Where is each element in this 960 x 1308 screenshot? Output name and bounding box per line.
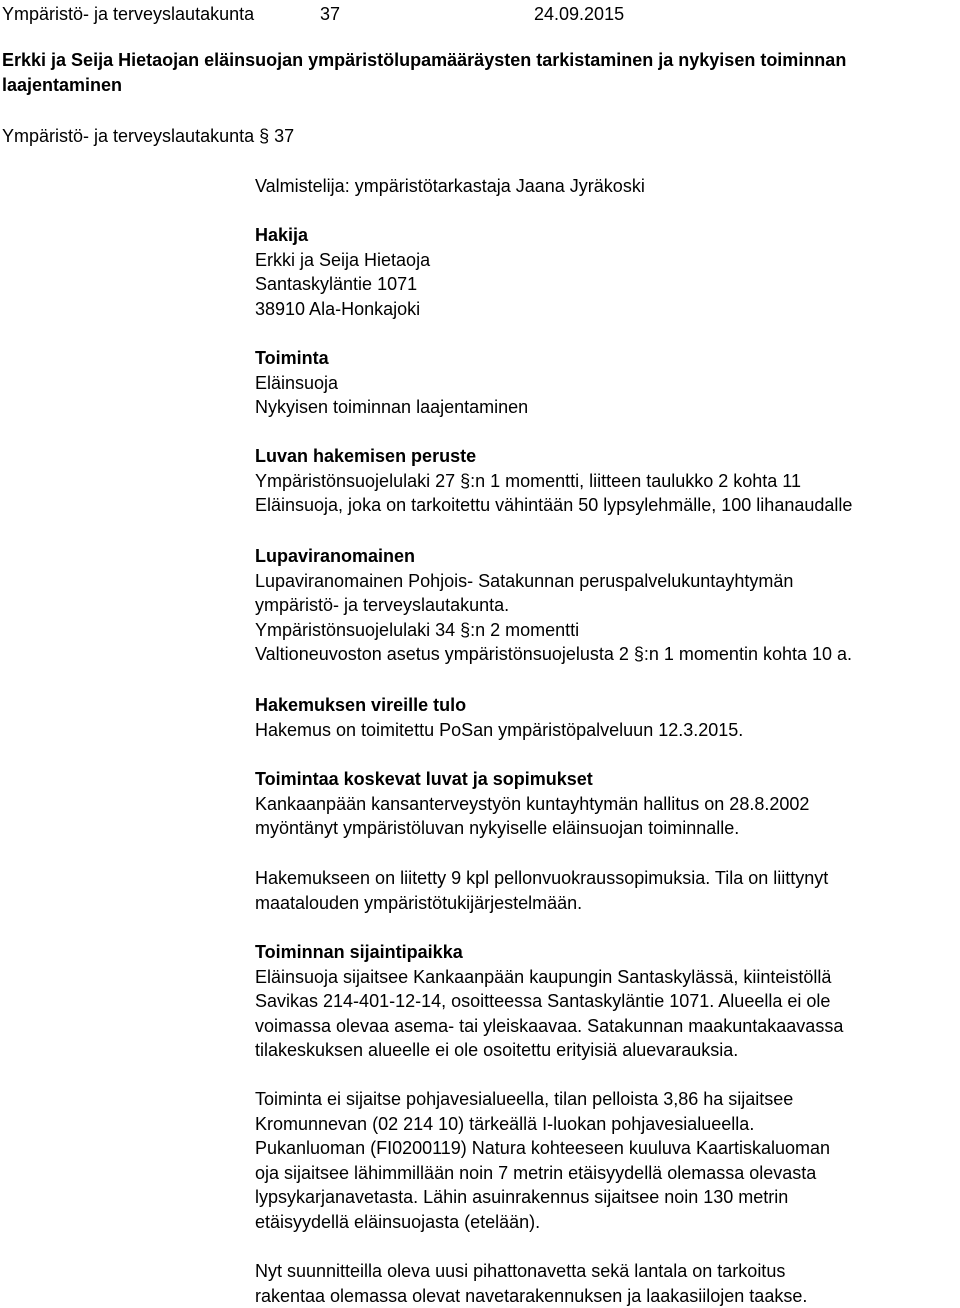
section-sijaintipaikka-paragraph-2 xyxy=(255,1087,955,1234)
text-line: myöntänyt ympäristöluvan nykyiselle eläinsuojan toiminnalle. xyxy=(255,818,740,838)
section-heading: Hakemuksen vireille tulo xyxy=(255,695,467,715)
text-line: Pukanluoman (FI0200119) Natura kohteeseen kuuluva Kaartiskaluoman xyxy=(255,1138,831,1158)
text-line: Ympäristönsuojelulaki 34 §:n 2 momentti xyxy=(255,619,580,640)
text-line: Eläinsuoja, joka on tarkoitettu vähintään 50 lypsylehmälle, 100 lihanaudalle xyxy=(255,495,853,515)
text-line: lypsykarjanavetasta. Lähin asuinrakennus sijaitsee noin 130 metrin xyxy=(255,1187,789,1207)
header-date: 24.09.2015 xyxy=(534,4,625,24)
section-subheader: Ympäristö- ja terveyslautakunta § 37 xyxy=(2,126,295,146)
text-line: oja sijaitsee lähimmillään noin 7 metrin etäisyydellä olemassa olevasta xyxy=(255,1162,817,1183)
document-title: Erkki ja Seija Hietaojan eläinsuojan ympäristölupamääräysten tarkistaminen ja nykyisen toiminnan laajentaminen xyxy=(2,50,847,95)
text-line: maatalouden ympäristötukijärjestelmään. xyxy=(255,892,583,913)
section-heading: Toimintaa koskevat luvat ja sopimukset xyxy=(255,769,593,789)
section-hakija xyxy=(255,223,955,321)
header-board: Ympäristö- ja terveyslautakunta xyxy=(2,4,255,24)
text-line: Valtioneuvoston asetus ympäristönsuojelusta 2 §:n 1 momentin kohta 10 a. xyxy=(255,644,853,664)
section-vireille-tulo xyxy=(255,693,955,742)
text-line: Toiminta ei sijaitse pohjavesialueella, tilan pelloista 3,86 ha sijaitsee xyxy=(255,1089,794,1109)
text-line: Nyt suunnitteilla oleva uusi pihattonavetta sekä lantala on tarkoitus xyxy=(255,1261,786,1281)
text-line: Ympäristönsuojelulaki 27 §:n 1 momentti, liitteen taulukko 2 kohta 11 xyxy=(255,470,801,491)
text-line: tilakeskuksen alueelle ei ole osoitettu erityisiä aluevarauksia. xyxy=(255,1040,739,1060)
text-line: Eläinsuoja xyxy=(255,372,339,393)
presenter xyxy=(255,174,955,199)
text-line: Lupaviranomainen Pohjois- Satakunnan peruspalvelukuntayhtymän xyxy=(255,570,794,591)
text-line: Hakemukseen on liitetty 9 kpl pellonvuokraussopimuksia. Tila on liittynyt xyxy=(255,868,829,888)
text-line: Savikas 214-401-12-14, osoitteessa Santaskyläntie 1071. Alueella ei ole xyxy=(255,991,831,1011)
text-line: rakentaa olemassa olevat navetarakennuksen ja laakasiilojen taakse. xyxy=(255,1285,808,1306)
text-line: voimassa olevaa asema- tai yleiskaavaa. Satakunnan maakuntakaavassa xyxy=(255,1015,844,1036)
section-luvan-peruste xyxy=(255,444,955,518)
text-line: Kankaanpään kansanterveystyön kuntayhtymän hallitus on 28.8.2002 xyxy=(255,793,810,814)
section-heading: Toiminta xyxy=(255,348,329,368)
text-line: Kromunnevan (02 214 10) tärkeällä I-luokan pohjavesialueella. xyxy=(255,1113,755,1134)
section-heading: Luvan hakemisen peruste xyxy=(255,446,477,466)
section-luvat xyxy=(255,767,955,841)
section-toiminta xyxy=(255,346,955,420)
section-heading: Toiminnan sijaintipaikka xyxy=(255,942,463,962)
section-luvat-paragraph-2 xyxy=(255,866,955,915)
text-line: Eläinsuoja sijaitsee Kankaanpään kaupungin Santaskylässä, kiinteistöllä xyxy=(255,966,832,987)
text-line: Erkki ja Seija Hietaoja xyxy=(255,249,431,270)
text-line: Santaskyläntie 1071 xyxy=(255,274,418,294)
section-sijaintipaikka xyxy=(255,940,955,1063)
text-line: 38910 Ala-Honkajoki xyxy=(255,298,421,319)
section-sijaintipaikka-paragraph-3 xyxy=(255,1259,955,1308)
section-heading: Hakija xyxy=(255,225,309,245)
header-section: 37 xyxy=(320,4,341,24)
text-line: ympäristö- ja terveyslautakunta. xyxy=(255,595,510,615)
presenter-line: Valmistelija: ympäristötarkastaja Jaana Jyräkoski xyxy=(255,176,645,196)
section-heading: Lupaviranomainen xyxy=(255,546,416,566)
text-line: etäisyydellä eläinsuojasta (etelään). xyxy=(255,1211,541,1232)
text-line: Hakemus on toimitettu PoSan ympäristöpalveluun 12.3.2015. xyxy=(255,719,744,740)
text-line: Nykyisen toiminnan laajentaminen xyxy=(255,397,529,417)
section-lupaviranomainen xyxy=(255,544,955,667)
